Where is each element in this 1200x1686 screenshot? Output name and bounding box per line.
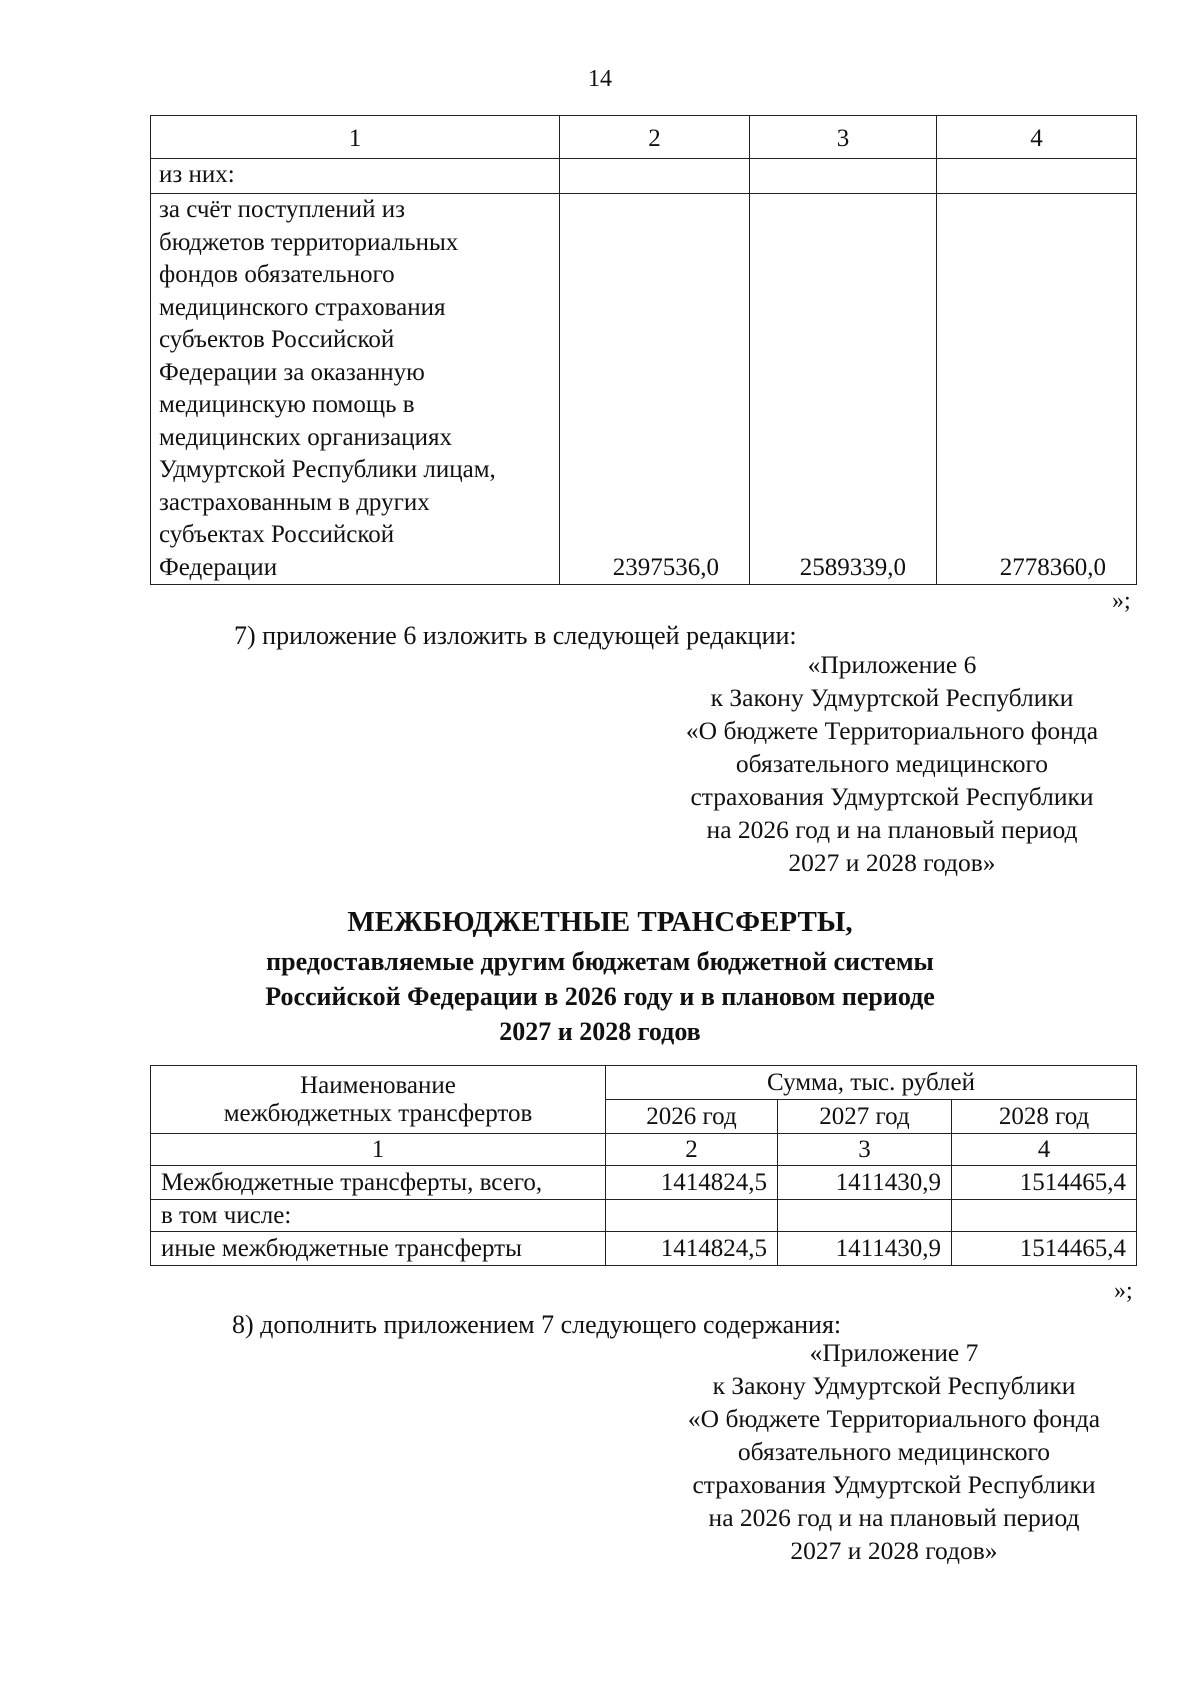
table-row [151,159,1137,194]
row-label: в том числе: [151,1200,606,1232]
cell-value: 1514465,4 [952,1232,1137,1266]
section-subtitle-line: 2027 и 2028 годов [499,1017,701,1046]
table-column-numbers-row [151,1134,1137,1166]
table-row [151,1166,1137,1200]
year-header: 2027 год [778,1100,952,1134]
row-label: за счёт поступлений из бюджетов территориальных фондов обязательного медицинского страхования субъектов Российской Федерации за оказанную медицинскую помощь в медицинских организациях Удмуртской Республики лицам, застрахованным в других субъектах Российской Федерации [151,194,560,585]
name-header-line: межбюджетных трансфертов [223,1099,533,1127]
sum-column-header: Сумма, тыс. рублей [606,1066,1137,1100]
cell-value: 2778360,0 [937,194,1137,585]
cell-value: 1411430,9 [778,1166,952,1200]
item-7-text: 7) приложение 6 изложить в следующей редакции: [234,621,797,650]
column-number: 2 [560,116,750,159]
cell-value [750,159,937,194]
column-number: 2 [606,1134,778,1166]
cell-value: 2397536,0 [560,194,750,585]
column-number: 4 [937,116,1137,159]
table-row [151,1232,1137,1266]
section-title: МЕЖБЮДЖЕТНЫЕ ТРАНСФЕРТЫ, [347,906,853,938]
name-column-header [151,1066,606,1134]
closing-quote: »; [1112,588,1131,614]
cell-value [937,159,1137,194]
cell-value [778,1200,952,1232]
cell-value: 1411430,9 [778,1232,952,1266]
cell-value: 2589339,0 [750,194,937,585]
page-number: 14 [588,66,612,92]
annex-7-heading: «Приложение 7 к Закону Удмуртской Республики «О бюджете Территориального фонда обязательного медицинского страхования Удмуртской Республики на 2026 год и на плановый период 2027 и 2028 годов» [687,1338,1101,1565]
section-subtitle-line: Российской Федерации в 2026 году и в плановом периоде [265,982,935,1011]
cell-value [606,1200,778,1232]
row-label: Межбюджетные трансферты, всего, [151,1166,606,1200]
name-header-line: Наименование [300,1071,456,1099]
row-label: иные межбюджетные трансферты [151,1232,606,1266]
table-row [151,1200,1137,1232]
table-income-sources [150,115,1137,585]
column-number: 1 [151,1134,606,1166]
row-label: из них: [151,159,560,194]
closing-quote: »; [1114,1278,1133,1304]
cell-value: 1514465,4 [952,1166,1137,1200]
cell-value: 1414824,5 [606,1232,778,1266]
cell-value [952,1200,1137,1232]
annex-6-heading: «Приложение 6 к Закону Удмуртской Республики «О бюджете Территориального фонда обязательного медицинского страхования Удмуртской Республики на 2026 год и на плановый период 2027 и 2028 годов» [685,650,1099,877]
table-interbudget-transfers [150,1065,1137,1266]
table-header-row [151,1066,1137,1100]
column-number: 4 [952,1134,1137,1166]
cell-value: 1414824,5 [606,1166,778,1200]
year-header: 2026 год [606,1100,778,1134]
table-row [151,194,1137,585]
year-header: 2028 год [952,1100,1137,1134]
item-8-text: 8) дополнить приложением 7 следующего содержания: [232,1310,842,1339]
column-number: 3 [750,116,937,159]
table-header-row [151,116,1137,159]
column-number: 1 [151,116,560,159]
column-number: 3 [778,1134,952,1166]
section-subtitle-line: предоставляемые другим бюджетам бюджетной системы [266,947,934,976]
cell-value [560,159,750,194]
